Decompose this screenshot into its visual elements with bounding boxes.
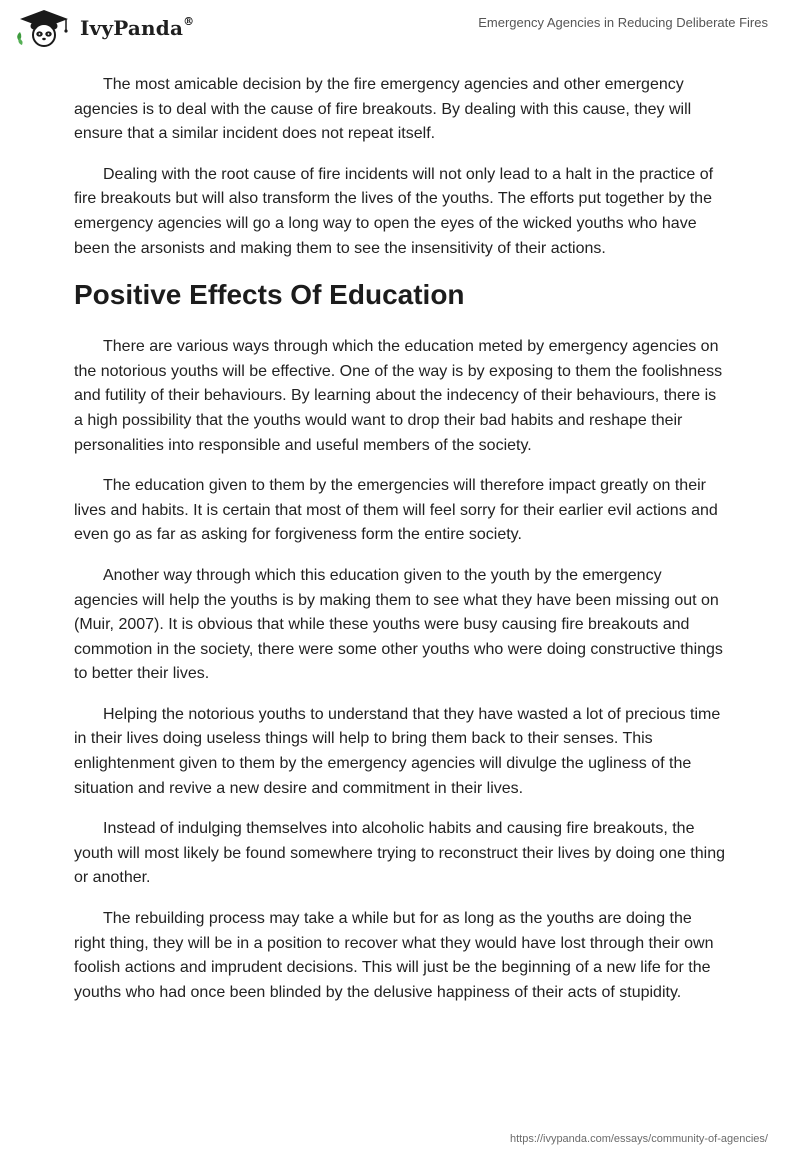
source-url-link[interactable]: https://ivypanda.com/essays/community-of-agencies/ (509, 1133, 768, 1145)
paragraph: Dealing with the root cause of fire incidents will not only lead to a halt in the practice of fire breakouts but will also transform the lives of the youths. The efforts put together by the emergency agencies will go a long way to open the eyes of the wicked youths who have been the arsonists and making them to see the insensitivity of their actions. (74, 165, 714, 257)
paragraph: There are various ways through which the education meted by emergency agencies on the notorious youths will be effective. One of the way is by exposing to them the foolishness and futility of their behaviours. By learning about the indecency of their behaviours, there is a high possibility that the youths would want to drop their bad habits and reshape their personalities into responsible and useful members of the society. (74, 338, 723, 454)
section-heading: Positive Effects Of Education (74, 279, 465, 311)
paragraph: Another way through which this education given to the youth by the emergency agencies will help the youths is by making them to see what they have been missing out on (Muir, 2007). It is obvious that while these youths were busy causing fire breakouts and commotion in the society, there were some other youths who were doing constructive things to better their lives. (74, 566, 723, 683)
brand-name: IvyPanda® (80, 15, 195, 40)
paragraph: Helping the notorious youths to understand that they have wasted a lot of precious time in their lives doing useless things will help to bring them back to their senses. This enlightenment given to them by the emergency agencies will divulge the ugliness of the situation and revive a new desire and commitment in their lives. (74, 705, 721, 797)
panda-graduate-icon (14, 8, 74, 48)
essay-content (74, 73, 726, 1021)
page-header (0, 0, 800, 60)
paragraph: Instead of indulging themselves into alcoholic habits and causing fire breakouts, the youth will most likely be found somewhere trying to reconstruct their lives by doing one thing or another. (74, 820, 725, 887)
paragraph: The most amicable decision by the fire emergency agencies and other emergency agencies is to deal with the cause of fire breakouts. By dealing with this cause, they will ensure that a similar incident does not repeat itself. (74, 76, 692, 143)
paragraph: The education given to them by the emergencies will therefore impact greatly on their lives and habits. It is certain that most of them will feel sorry for their earlier evil actions and even go as far as asking for forgiveness form the entire society. (74, 477, 718, 544)
document-title: Emergency Agencies in Reducing Deliberate Fires (478, 15, 768, 30)
paragraph: The rebuilding process may take a while but for as long as the youths are doing the right thing, they will be in a position to recover what they would have lost through their own foolish actions and imprudent decisions. This will just be the beginning of a new life for the youths who had once been blinded by the delusive happiness of their acts of stupidity. (74, 910, 714, 1001)
brand-logo[interactable] (14, 8, 194, 48)
